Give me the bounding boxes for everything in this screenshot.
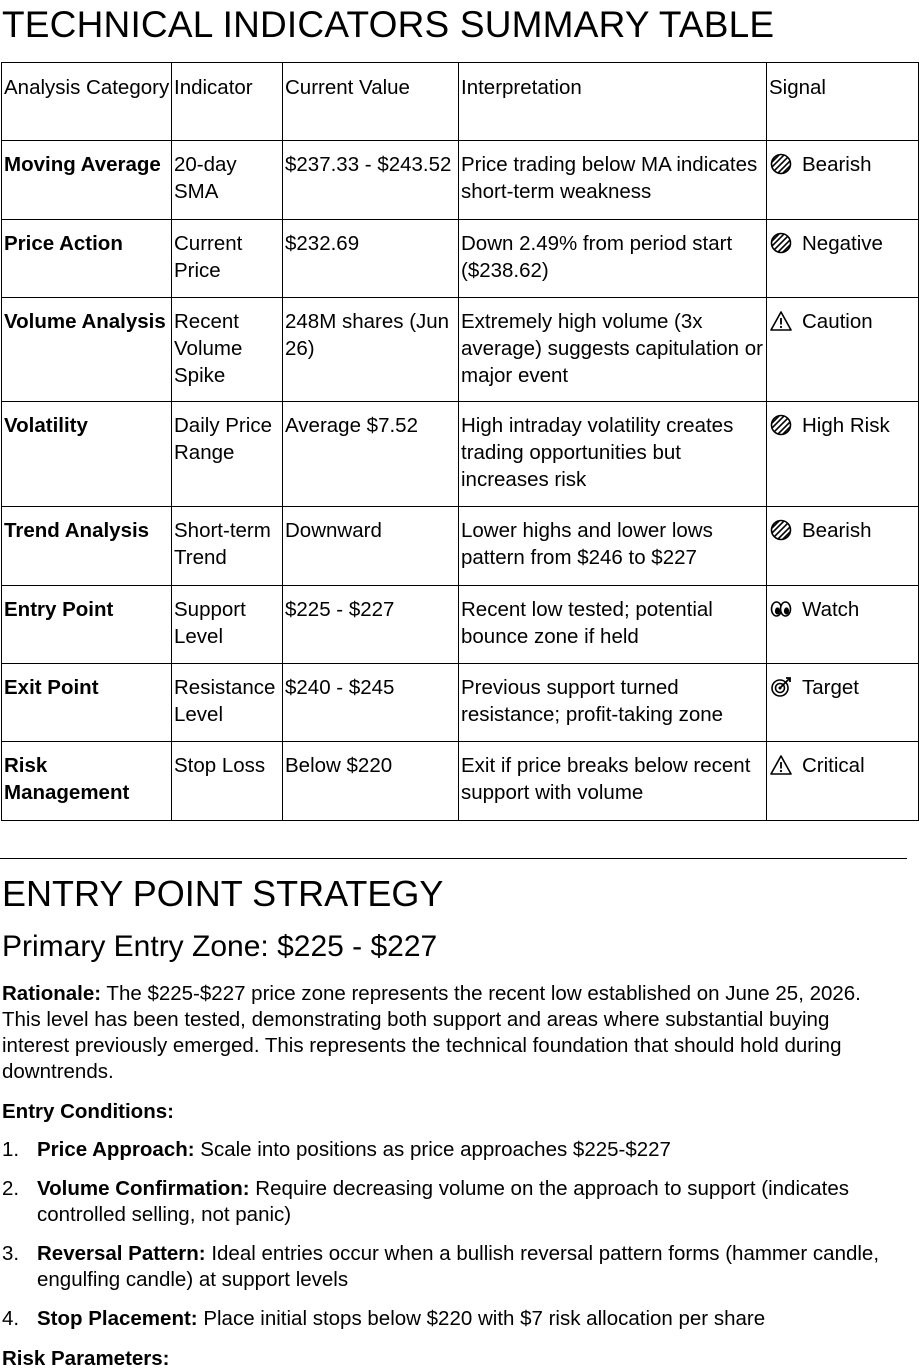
cell-signal — [767, 742, 919, 821]
list-item-label: Stop Placement: — [37, 1307, 198, 1330]
header-cell-interpretation: Interpretation — [459, 63, 767, 141]
cell-category: Trend Analysis — [2, 507, 172, 586]
cell-category: Risk Management — [2, 742, 172, 821]
list-item-text: Scale into positions as price approaches $225-$227 — [194, 1138, 671, 1161]
signal-label: Caution — [802, 310, 873, 333]
list-item-label: Price Approach: — [37, 1138, 195, 1161]
cell-interpretation: Exit if price breaks below recent support with volume — [459, 742, 767, 821]
cell-interpretation: Lower highs and lower lows pattern from $246 to $227 — [459, 507, 767, 586]
strategy-heading: ENTRY POINT STRATEGY — [2, 873, 444, 914]
hatched-circle-icon — [770, 153, 792, 175]
signal-label: Bearish — [802, 519, 872, 542]
cell-value: Downward — [283, 507, 459, 586]
cell-signal — [767, 141, 919, 220]
cell-signal — [767, 298, 919, 402]
list-item-number: 3. — [2, 1242, 20, 1265]
table-row — [2, 220, 919, 298]
hatched-circle-icon — [770, 232, 792, 254]
eyes-icon — [770, 598, 792, 620]
cell-category: Entry Point — [2, 586, 172, 664]
list-item-label: Reversal Pattern: — [37, 1242, 206, 1265]
cell-signal — [767, 402, 919, 507]
cell-indicator: Recent Volume Spike — [172, 298, 283, 402]
table-row — [2, 742, 919, 821]
rationale-label: Rationale: — [2, 982, 102, 1005]
hatched-circle-icon — [770, 414, 792, 436]
signal-label: Watch — [802, 598, 860, 621]
indicators-table — [1, 62, 919, 821]
cell-category: Moving Average — [2, 141, 172, 220]
signal-label: High Risk — [802, 414, 890, 437]
cell-category: Price Action — [2, 220, 172, 298]
target-icon — [770, 676, 792, 698]
table-header-row — [2, 63, 919, 141]
cell-value: $240 - $245 — [283, 664, 459, 742]
entry-zone-heading: Primary Entry Zone: $225 - $227 — [2, 930, 438, 963]
cell-category: Volume Analysis — [2, 298, 172, 402]
signal-label: Critical — [802, 754, 865, 777]
list-item-number: 2. — [2, 1177, 20, 1200]
cell-signal — [767, 220, 919, 298]
entry-conditions-label: Entry Conditions: — [2, 1100, 174, 1123]
cell-indicator: 20-day SMA — [172, 141, 283, 220]
cell-value: $237.33 - $243.52 — [283, 141, 459, 220]
list-item — [0, 1137, 900, 1163]
cell-category: Volatility — [2, 402, 172, 507]
cell-interpretation: Extremely high volume (3x average) suggests capitulation or major event — [459, 298, 767, 402]
cell-indicator: Resistance Level — [172, 664, 283, 742]
signal-label: Bearish — [802, 153, 872, 176]
cell-interpretation: Recent low tested; potential bounce zone if held — [459, 586, 767, 664]
cell-value: Below $220 — [283, 742, 459, 821]
list-item — [0, 1176, 900, 1228]
table-row — [2, 664, 919, 742]
cell-value: 248M shares (Jun 26) — [283, 298, 459, 402]
table-row — [2, 298, 919, 402]
list-item-text: Require decreasing volume on the approach to support (indicates controlled selling, not panic) — [37, 1177, 850, 1226]
list-item-label: Volume Confirmation: — [37, 1177, 250, 1200]
header-cell-category: Analysis Category — [2, 63, 172, 141]
list-item-text: Place initial stops below $220 with $7 risk allocation per share — [197, 1307, 766, 1330]
entry-conditions-list — [0, 1137, 900, 1345]
cell-indicator: Current Price — [172, 220, 283, 298]
cell-signal — [767, 507, 919, 586]
header-cell-signal: Signal — [767, 63, 919, 141]
section-divider — [0, 858, 907, 859]
cell-interpretation: High intraday volatility creates trading opportunities but increases risk — [459, 402, 767, 507]
warning-triangle-icon — [770, 310, 792, 332]
cell-interpretation: Previous support turned resistance; profit-taking zone — [459, 664, 767, 742]
table-row — [2, 402, 919, 507]
hatched-circle-icon — [770, 519, 792, 541]
table-row — [2, 586, 919, 664]
table-row — [2, 507, 919, 586]
cell-value: $225 - $227 — [283, 586, 459, 664]
cell-value: Average $7.52 — [283, 402, 459, 507]
signal-label: Target — [802, 676, 859, 699]
cell-signal — [767, 664, 919, 742]
header-cell-indicator: Indicator — [172, 63, 283, 141]
signal-label: Negative — [802, 232, 883, 255]
cell-interpretation: Price trading below MA indicates short-term weakness — [459, 141, 767, 220]
cell-category: Exit Point — [2, 664, 172, 742]
cell-signal — [767, 586, 919, 664]
cell-value: $232.69 — [283, 220, 459, 298]
table-row — [2, 141, 919, 220]
list-item — [0, 1241, 900, 1293]
cell-indicator: Support Level — [172, 586, 283, 664]
risk-parameters-label: Risk Parameters: — [2, 1347, 170, 1370]
list-item — [0, 1306, 900, 1332]
list-item-number: 1. — [2, 1138, 20, 1161]
rationale-paragraph — [2, 981, 902, 1085]
cell-indicator: Short-term Trend — [172, 507, 283, 586]
page-title: TECHNICAL INDICATORS SUMMARY TABLE — [2, 4, 775, 45]
cell-indicator: Stop Loss — [172, 742, 283, 821]
header-cell-value: Current Value — [283, 63, 459, 141]
cell-interpretation: Down 2.49% from period start ($238.62) — [459, 220, 767, 298]
rationale-text: The $225-$227 price zone represents the recent low established on June 25, 2026. This level has been tested, demonstrating both support and areas where substantial buying interest previously emerged. This represents the technical foundation that should hold during downtrends. — [2, 982, 861, 1083]
warning-triangle-icon — [770, 754, 792, 776]
cell-indicator: Daily Price Range — [172, 402, 283, 507]
list-item-text: Ideal entries occur when a bullish reversal pattern forms (hammer candle, engulfing candle) at support levels — [37, 1242, 880, 1291]
list-item-number: 4. — [2, 1307, 20, 1330]
